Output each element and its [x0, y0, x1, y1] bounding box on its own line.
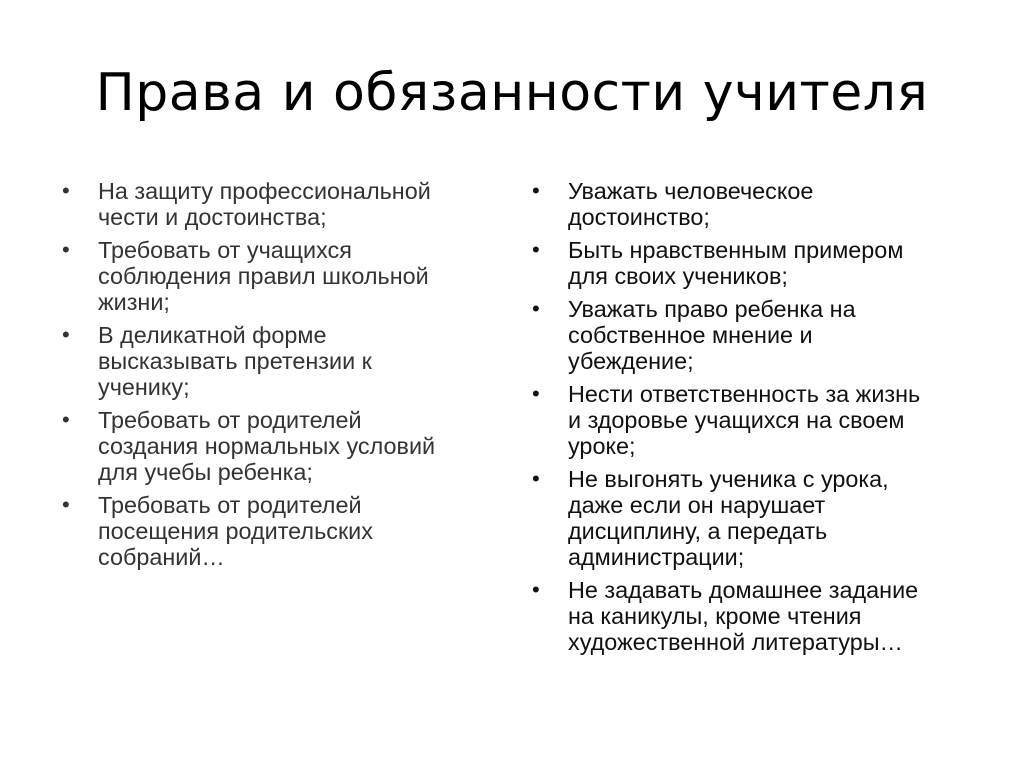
bullet-icon: •	[62, 492, 70, 517]
bullet-icon: •	[532, 577, 540, 602]
slide-title: Права и обязанности учителя	[95, 63, 929, 123]
duties-item-text: Нести ответственность за жизнь и здоровье учащихся на своем уроке;	[568, 381, 921, 459]
bullet-icon: •	[62, 407, 70, 432]
bullet-icon: •	[532, 466, 540, 491]
duties-item	[532, 577, 972, 655]
bullet-icon: •	[62, 237, 70, 262]
duties-item	[532, 237, 972, 289]
bullet-icon: •	[532, 381, 540, 406]
bullet-icon: •	[532, 178, 540, 203]
rights-item	[62, 322, 492, 400]
duties-item-text: Уважать право ребенка на собственное мнение и убеждение;	[568, 296, 856, 374]
bullet-icon: •	[532, 237, 540, 262]
rights-item	[62, 178, 492, 230]
rights-item	[62, 237, 492, 315]
duties-item	[532, 178, 972, 230]
rights-item-text: В деликатной форме высказывать претензии к ученику;	[98, 322, 372, 400]
bullet-icon: •	[62, 322, 70, 347]
rights-item-text: Требовать от родителей посещения родительских собраний…	[98, 492, 373, 570]
rights-item-text: На защиту профессиональной чести и достоинства;	[98, 178, 431, 230]
duties-item-text: Быть нравственным примером для своих учеников;	[568, 237, 904, 289]
duties-item-text: Не выгонять ученика с урока, даже если он нарушает дисциплину, а передать администрации;	[568, 466, 889, 570]
rights-item-text: Требовать от учащихся соблюдения правил школьной жизни;	[98, 237, 429, 315]
rights-item	[62, 492, 492, 570]
rights-item	[62, 407, 492, 485]
bullet-icon: •	[532, 296, 540, 321]
duties-item-text: Не задавать домашнее задание на каникулы, кроме чтения художественной литературы…	[568, 577, 919, 655]
duties-list	[532, 178, 972, 662]
rights-list	[62, 178, 492, 577]
rights-item-text: Требовать от родителей создания нормальных условий для учебы ребенка;	[98, 407, 436, 485]
duties-item	[532, 381, 972, 459]
duties-item	[532, 296, 972, 374]
duties-item-text: Уважать человеческое достоинство;	[568, 178, 814, 230]
bullet-icon: •	[62, 178, 70, 203]
duties-item	[532, 466, 972, 570]
